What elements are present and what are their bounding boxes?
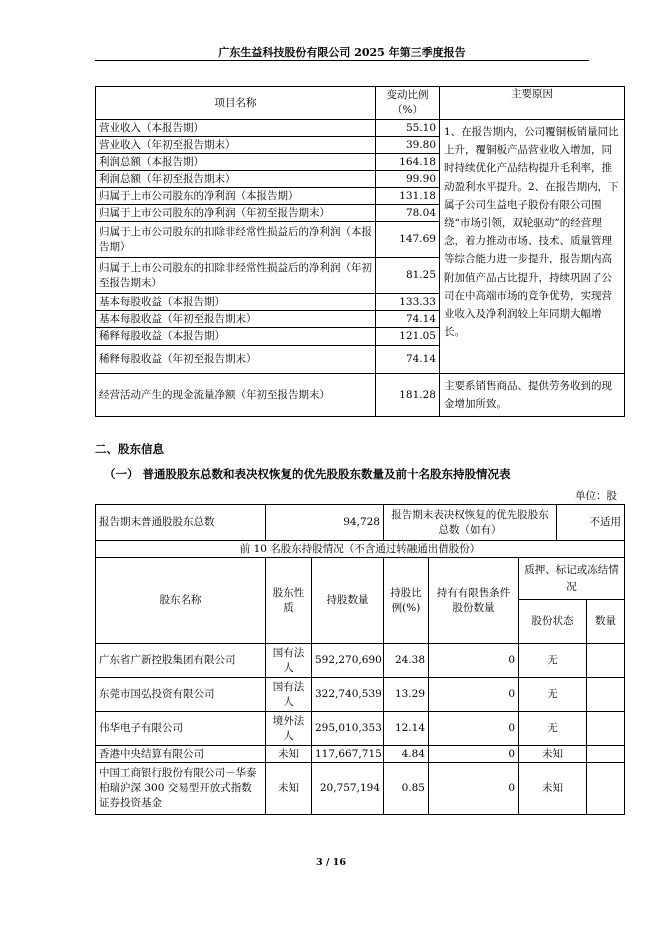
section-shareholder-table-title: （一） 普通股股东总数和表决权恢复的优先股股东数量及前十名股东持股情况表 [104, 467, 511, 481]
restricted-shares: 0 [429, 763, 519, 815]
preferred-shareholders-label: 报告期末表决权恢复的优先股股东总数（如有） [384, 505, 557, 541]
page-header-title: 广东生益科技股份有限公司 2025 年第三季度报告 [218, 46, 466, 59]
shareholder-nature: 国有法人 [266, 644, 312, 678]
row-value: 74.14 [376, 346, 440, 374]
shares-held: 295,010,353 [312, 712, 384, 746]
restricted-shares: 0 [429, 644, 519, 678]
holding-ratio: 4.84 [384, 746, 429, 763]
page-number: 3 / 16 [316, 857, 346, 868]
shares-held: 592,270,690 [312, 644, 384, 678]
table-row [96, 644, 625, 678]
row-item: 营业收入（年初至报告期末） [96, 137, 376, 154]
row-item: 基本每股收益（年初至报告期末） [96, 311, 376, 328]
row-value: 147.69 [376, 222, 440, 258]
row-item: 经营活动产生的现金流量净额（年初至报告期末） [96, 374, 376, 417]
shareholder-name: 香港中央结算有限公司 [96, 746, 266, 763]
shareholder-name: 东莞市国弘投资有限公司 [96, 678, 266, 712]
shareholder-nature: 未知 [266, 763, 312, 815]
header-shares-held: 持股数量 [312, 558, 384, 644]
shareholder-table [95, 504, 625, 815]
shares-held: 117,667,715 [312, 746, 384, 763]
shareholder-nature: 未知 [266, 746, 312, 763]
pledge-quantity [587, 644, 625, 678]
holding-ratio: 13.29 [384, 678, 429, 712]
change-ratio-table [95, 86, 625, 417]
row-item: 稀释每股收益（年初至报告期末） [96, 346, 376, 374]
table-row [96, 678, 625, 712]
restricted-shares: 0 [429, 678, 519, 712]
pledge-quantity [587, 678, 625, 712]
row-value: 181.28 [376, 374, 440, 417]
header-pledge-status: 质押、标记或冻结情况 [519, 558, 625, 600]
shareholder-nature: 国有法人 [266, 678, 312, 712]
row-item: 归属于上市公司股东的扣除非经常性损益后的净利润（本报告期） [96, 222, 376, 258]
header-shareholder-name: 股东名称 [96, 558, 266, 644]
share-status: 无 [519, 644, 587, 678]
holding-ratio: 0.85 [384, 763, 429, 815]
table-row [96, 763, 625, 815]
header-share-status: 股份状态 [519, 600, 587, 644]
row-item: 归属于上市公司股东的扣除非经常性损益后的净利润（年初至报告期末） [96, 258, 376, 294]
preferred-shareholders-value: 不适用 [557, 505, 625, 541]
header-holding-ratio: 持股比例(%) [384, 558, 429, 644]
table-row [96, 374, 625, 417]
row-value: 78.04 [376, 205, 440, 222]
pledge-quantity [587, 746, 625, 763]
shares-held: 20,757,194 [312, 763, 384, 815]
shares-held: 322,740,539 [312, 678, 384, 712]
header-rule [95, 60, 589, 61]
row-value: 39.80 [376, 137, 440, 154]
shareholder-name: 广东省广新控股集团有限公司 [96, 644, 266, 678]
row-value: 131.18 [376, 188, 440, 205]
table-header-row [96, 558, 625, 600]
header-reason: 主要原因 [440, 87, 625, 120]
restricted-shares: 0 [429, 746, 519, 763]
row-value: 55.10 [376, 120, 440, 137]
header-change-ratio-line2: （%） [392, 104, 423, 116]
shareholder-name: 中国工商银行股份有限公司－华泰柏瑞沪深 300 交易型开放式指数证券投资基金 [96, 763, 266, 815]
pledge-quantity [587, 712, 625, 746]
row-value: 99.90 [376, 171, 440, 188]
row-value: 121.05 [376, 328, 440, 346]
header-restricted-shares: 持有有限售条件股份数量 [429, 558, 519, 644]
share-status: 未知 [519, 763, 587, 815]
pledge-quantity [587, 763, 625, 815]
reason-main: 1、在报告期内，公司覆铜板销量同比上升，覆铜板产品营业收入增加，同时持续优化产品结构提升毛利率，推动盈利水平提升。2、在报告期内，下属子公司生益电子股份有限公司围绕“市场引领，双轮驱动”的经营理念，着力推动市场、技术、质量管理等综合能力进一步提升，报告期内高附加值产品占比提升，持续巩固了公司在中高端市场的竞争优势，实现营业收入及净利润较上年同期大幅增长。 [440, 120, 625, 374]
top10-title-row [96, 541, 625, 558]
section-shareholder-info: 二、股东信息 [95, 442, 164, 456]
header-change-ratio-line1: 变动比例 [386, 89, 429, 101]
table-row [96, 746, 625, 763]
row-item: 利润总额（本报告期） [96, 154, 376, 171]
holding-ratio: 24.38 [384, 644, 429, 678]
row-value: 74.14 [376, 311, 440, 328]
row-item: 利润总额（年初至报告期末） [96, 171, 376, 188]
share-status: 无 [519, 678, 587, 712]
table-row [96, 712, 625, 746]
table-header-row [96, 87, 625, 120]
header-shareholder-nature: 股东性质 [266, 558, 312, 644]
row-item: 营业收入（本报告期） [96, 120, 376, 137]
summary-row [96, 505, 625, 541]
row-value: 164.18 [376, 154, 440, 171]
header-item-name: 项目名称 [96, 87, 376, 120]
restricted-shares: 0 [429, 712, 519, 746]
unit-label: 单位：股 [575, 490, 617, 502]
total-shareholders-value: 94,728 [266, 505, 384, 541]
row-value: 133.33 [376, 294, 440, 311]
row-item: 稀释每股收益（本报告期） [96, 328, 376, 346]
share-status: 无 [519, 712, 587, 746]
header-quantity: 数量 [587, 600, 625, 644]
row-value: 81.25 [376, 258, 440, 294]
share-status: 未知 [519, 746, 587, 763]
reason-cash-flow: 主要系销售商品、提供劳务收到的现金增加所致。 [440, 374, 625, 417]
row-item: 基本每股收益（本报告期） [96, 294, 376, 311]
header-change-ratio [376, 87, 440, 120]
total-shareholders-label: 报告期末普通股股东总数 [96, 505, 266, 541]
row-item: 归属于上市公司股东的净利润（本报告期） [96, 188, 376, 205]
shareholder-nature: 境外法人 [266, 712, 312, 746]
table-row [96, 120, 625, 137]
top10-title: 前 10 名股东持股情况（不含通过转融通出借股份） [96, 541, 625, 558]
shareholder-name: 伟华电子有限公司 [96, 712, 266, 746]
row-item: 归属于上市公司股东的净利润（年初至报告期末） [96, 205, 376, 222]
holding-ratio: 12.14 [384, 712, 429, 746]
